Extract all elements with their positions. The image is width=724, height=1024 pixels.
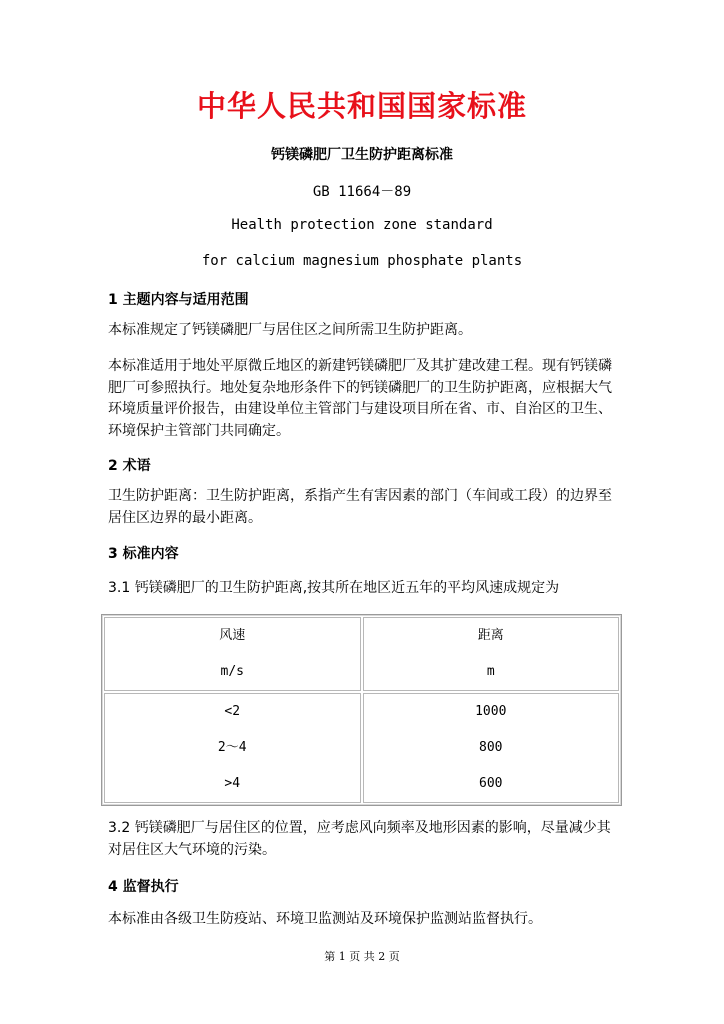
distance-header-cell [363,617,620,691]
english-title-line1: Health protection zone standard [231,217,493,233]
wind-speed-value: 2～4 [217,740,247,755]
page-footer: 第 1 页 共 2 页 [324,950,400,963]
section-2-paragraph-1: 卫生防护距离：卫生防护距离，系指产生有害因素的部门（车间或工段）的边界至居住区边界的最小距离。 [108,488,612,526]
section-1-paragraph-1: 本标准规定了钙镁磷肥厂与居住区之间所需卫生防护距离。 [108,322,472,338]
standard-name: 钙镁磷肥厂卫生防护距离标准 [271,147,453,163]
english-title-line2: for calcium magnesium phosphate plants [201,253,523,269]
wind-speed-unit: m/s [220,664,244,679]
section-1-heading: 1 主题内容与适用范围 [108,292,249,308]
distance-unit: m [486,664,495,679]
distance-value: 600 [479,776,503,791]
table-body-row [104,693,619,803]
wind-speed-header: 风速 [219,628,246,643]
distance-table [101,614,622,806]
wind-speed-values-cell [104,693,361,803]
document-title: 中华人民共和国国家标准 [196,89,527,123]
wind-speed-value: <2 [224,704,241,719]
wind-speed-header-cell [104,617,361,691]
standard-code: GB 11664－89 [312,184,412,200]
section-4-paragraph-1: 本标准由各级卫生防疫站、环境卫监测站及环境保护监测站监督执行。 [108,911,542,927]
section-1-paragraph-2: 本标准适用于地处平原微丘地区的新建钙镁磷肥厂及其扩建改建工程。现有钙镁磷肥厂可参照执行。地处复杂地形条件下的钙镁磷肥厂的卫生防护距离，应根据大气环境质量评价报告，由建设单位主管部门与建设项目所在省、市、自治区的卫生、环境保护主管部门共同确定。 [108,358,612,439]
section-4-heading: 4 监督执行 [108,879,179,895]
wind-speed-value: >4 [224,776,241,791]
distance-values-cell [363,693,620,803]
distance-value: 800 [479,740,503,755]
distance-header: 距离 [477,628,504,643]
table-header-row [104,617,619,691]
section-3-heading: 3 标准内容 [108,546,179,562]
distance-value: 1000 [475,704,507,719]
section-3-2: 3.2 钙镁磷肥厂与居住区的位置，应考虑风向频率及地形因素的影响，尽量减少其对居住区大气环境的污染。 [108,820,611,858]
section-2-heading: 2 术语 [108,458,151,474]
section-3-1: 3.1 钙镁磷肥厂的卫生防护距离,按其所在地区近五年的平均风速成规定为 [108,580,560,596]
